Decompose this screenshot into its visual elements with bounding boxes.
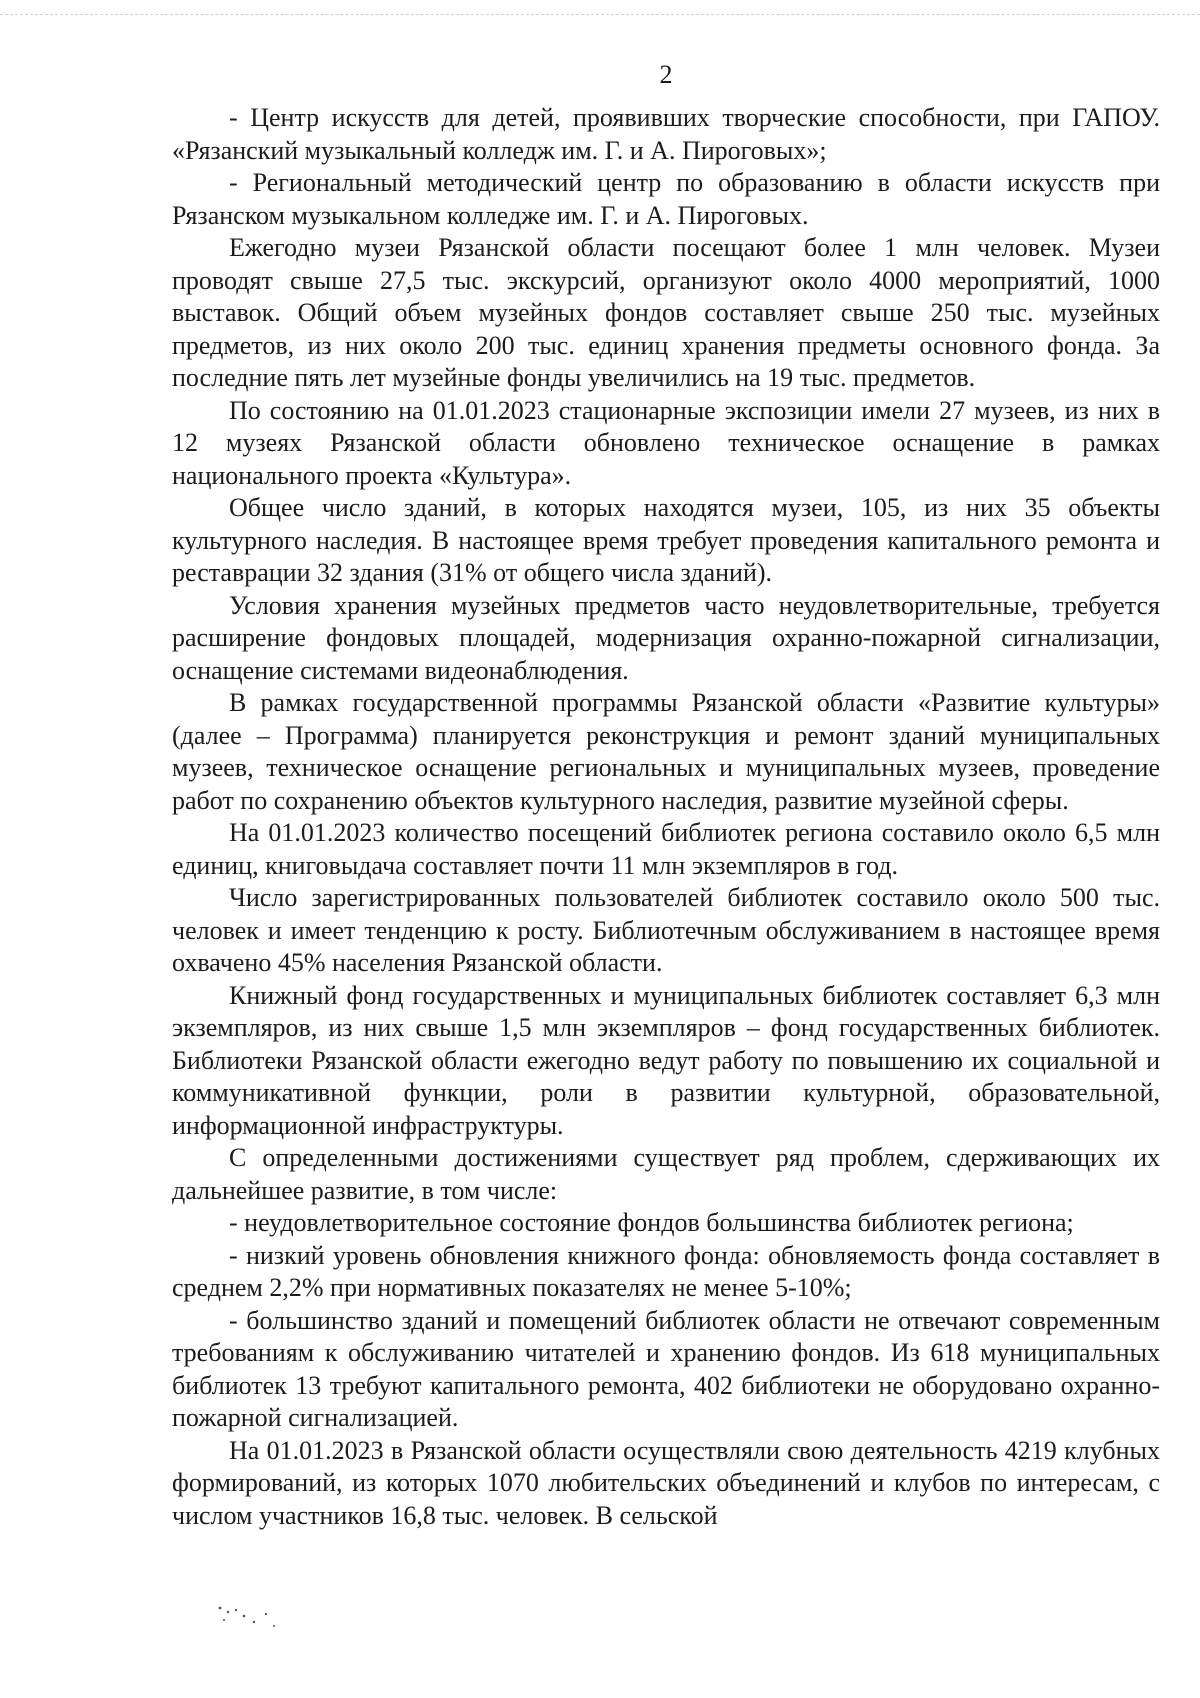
list-item: - большинство зданий и помещений библиотек области не отвечают современным требованиям к обслуживанию читателей и хранению фондов. Из 618 муниципальных библиотек 13 требуют капитального ремонта, 402 библиотеки не оборудовано охранно-пожарной сигнализацией. <box>172 1305 1160 1432</box>
paragraph: По состоянию на 01.01.2023 стационарные экспозиции имели 27 музеев, из них в 12 музеях Рязанской области обновлено техническое оснащение в рамках национального проекта «Культура». <box>172 395 1160 490</box>
page-number: 2 <box>659 60 673 89</box>
paragraph: В рамках государственной программы Рязанской области «Развитие культуры» (далее – Программа) планируется реконструкция и ремонт зданий муниципальных музеев, техническое оснащение региональных и муниципальных музеев, проведение работ по сохранению объектов культурного наследия, развитие музейной сферы. <box>172 688 1160 815</box>
paragraph: - Региональный методический центр по образованию в области искусств при Рязанском музыкальном колледже им. Г. и А. Пироговых. <box>172 168 1160 230</box>
paragraph: На 01.01.2023 в Рязанской области осуществляли свою деятельность 4219 клубных формирований, из которых 1070 любительских объединений и клубов по интересам, с числом участников 16,8 тыс. человек. В сельской <box>172 1435 1160 1530</box>
paragraph: Книжный фонд государственных и муниципальных библиотек составляет 6,3 млн экземпляров, из них свыше 1,5 млн экземпляров – фонд государственных библиотек. Библиотеки Рязанской области ежегодно ведут работу по повышению их социальной и коммуникативной функции, роли в развитии культурной, образовательной, информационной инфраструктуры. <box>172 980 1160 1140</box>
paragraph: С определенными достижениями существует ряд проблем, сдерживающих их дальнейшее развитие, в том числе: <box>172 1143 1160 1205</box>
scan-top-edge <box>0 14 1200 21</box>
paragraph: Общее число зданий, в которых находятся музеи, 105, из них 35 объекты культурного наследия. В настоящее время требует проведения капитального ремонта и реставрации 32 здания (31% от общего числа зданий). <box>172 493 1160 587</box>
paragraph: Число зарегистрированных пользователей библиотек составило около 500 тыс. человек и имеет тенденцию к росту. Библиотечным обслуживанием в настоящее время охвачено 45% населения Рязанской области. <box>172 883 1160 977</box>
scan-noise-mark <box>214 1600 284 1636</box>
paragraph: Условия хранения музейных предметов часто неудовлетворительные, требуется расширение фондовых площадей, модернизация охранно-пожарной сигнализации, оснащение системами видеонаблюдения. <box>172 590 1160 685</box>
paragraph: Ежегодно музеи Рязанской области посещают более 1 млн человек. Музеи проводят свыше 27,5 тыс. экскурсий, организуют около 4000 мероприятий, 1000 выставок. Общий объем музейных фондов составляет свыше 250 тыс. музейных предметов, из них около 200 тыс. единиц хранения предметы основного фонда. За последние пять лет музейные фонды увеличились на 19 тыс. предметов. <box>172 233 1160 392</box>
list-item: - низкий уровень обновления книжного фонда: обновляемость фонда составляет в среднем 2,2% при нормативных показателях не менее 5-10%; <box>172 1240 1160 1302</box>
list-item: - неудовлетворительное состояние фондов большинства библиотек региона; <box>229 1208 1074 1237</box>
document-page <box>172 58 1160 1532</box>
paragraph: На 01.01.2023 количество посещений библиотек региона составило около 6,5 млн единиц, книговыдача составляет почти 11 млн экземпляров в год. <box>172 818 1160 880</box>
paragraph: - Центр искусств для детей, проявивших творческие способности, при ГАПОУ. «Рязанский музыкальный колледж им. Г. и А. Пироговых»; <box>172 103 1160 165</box>
